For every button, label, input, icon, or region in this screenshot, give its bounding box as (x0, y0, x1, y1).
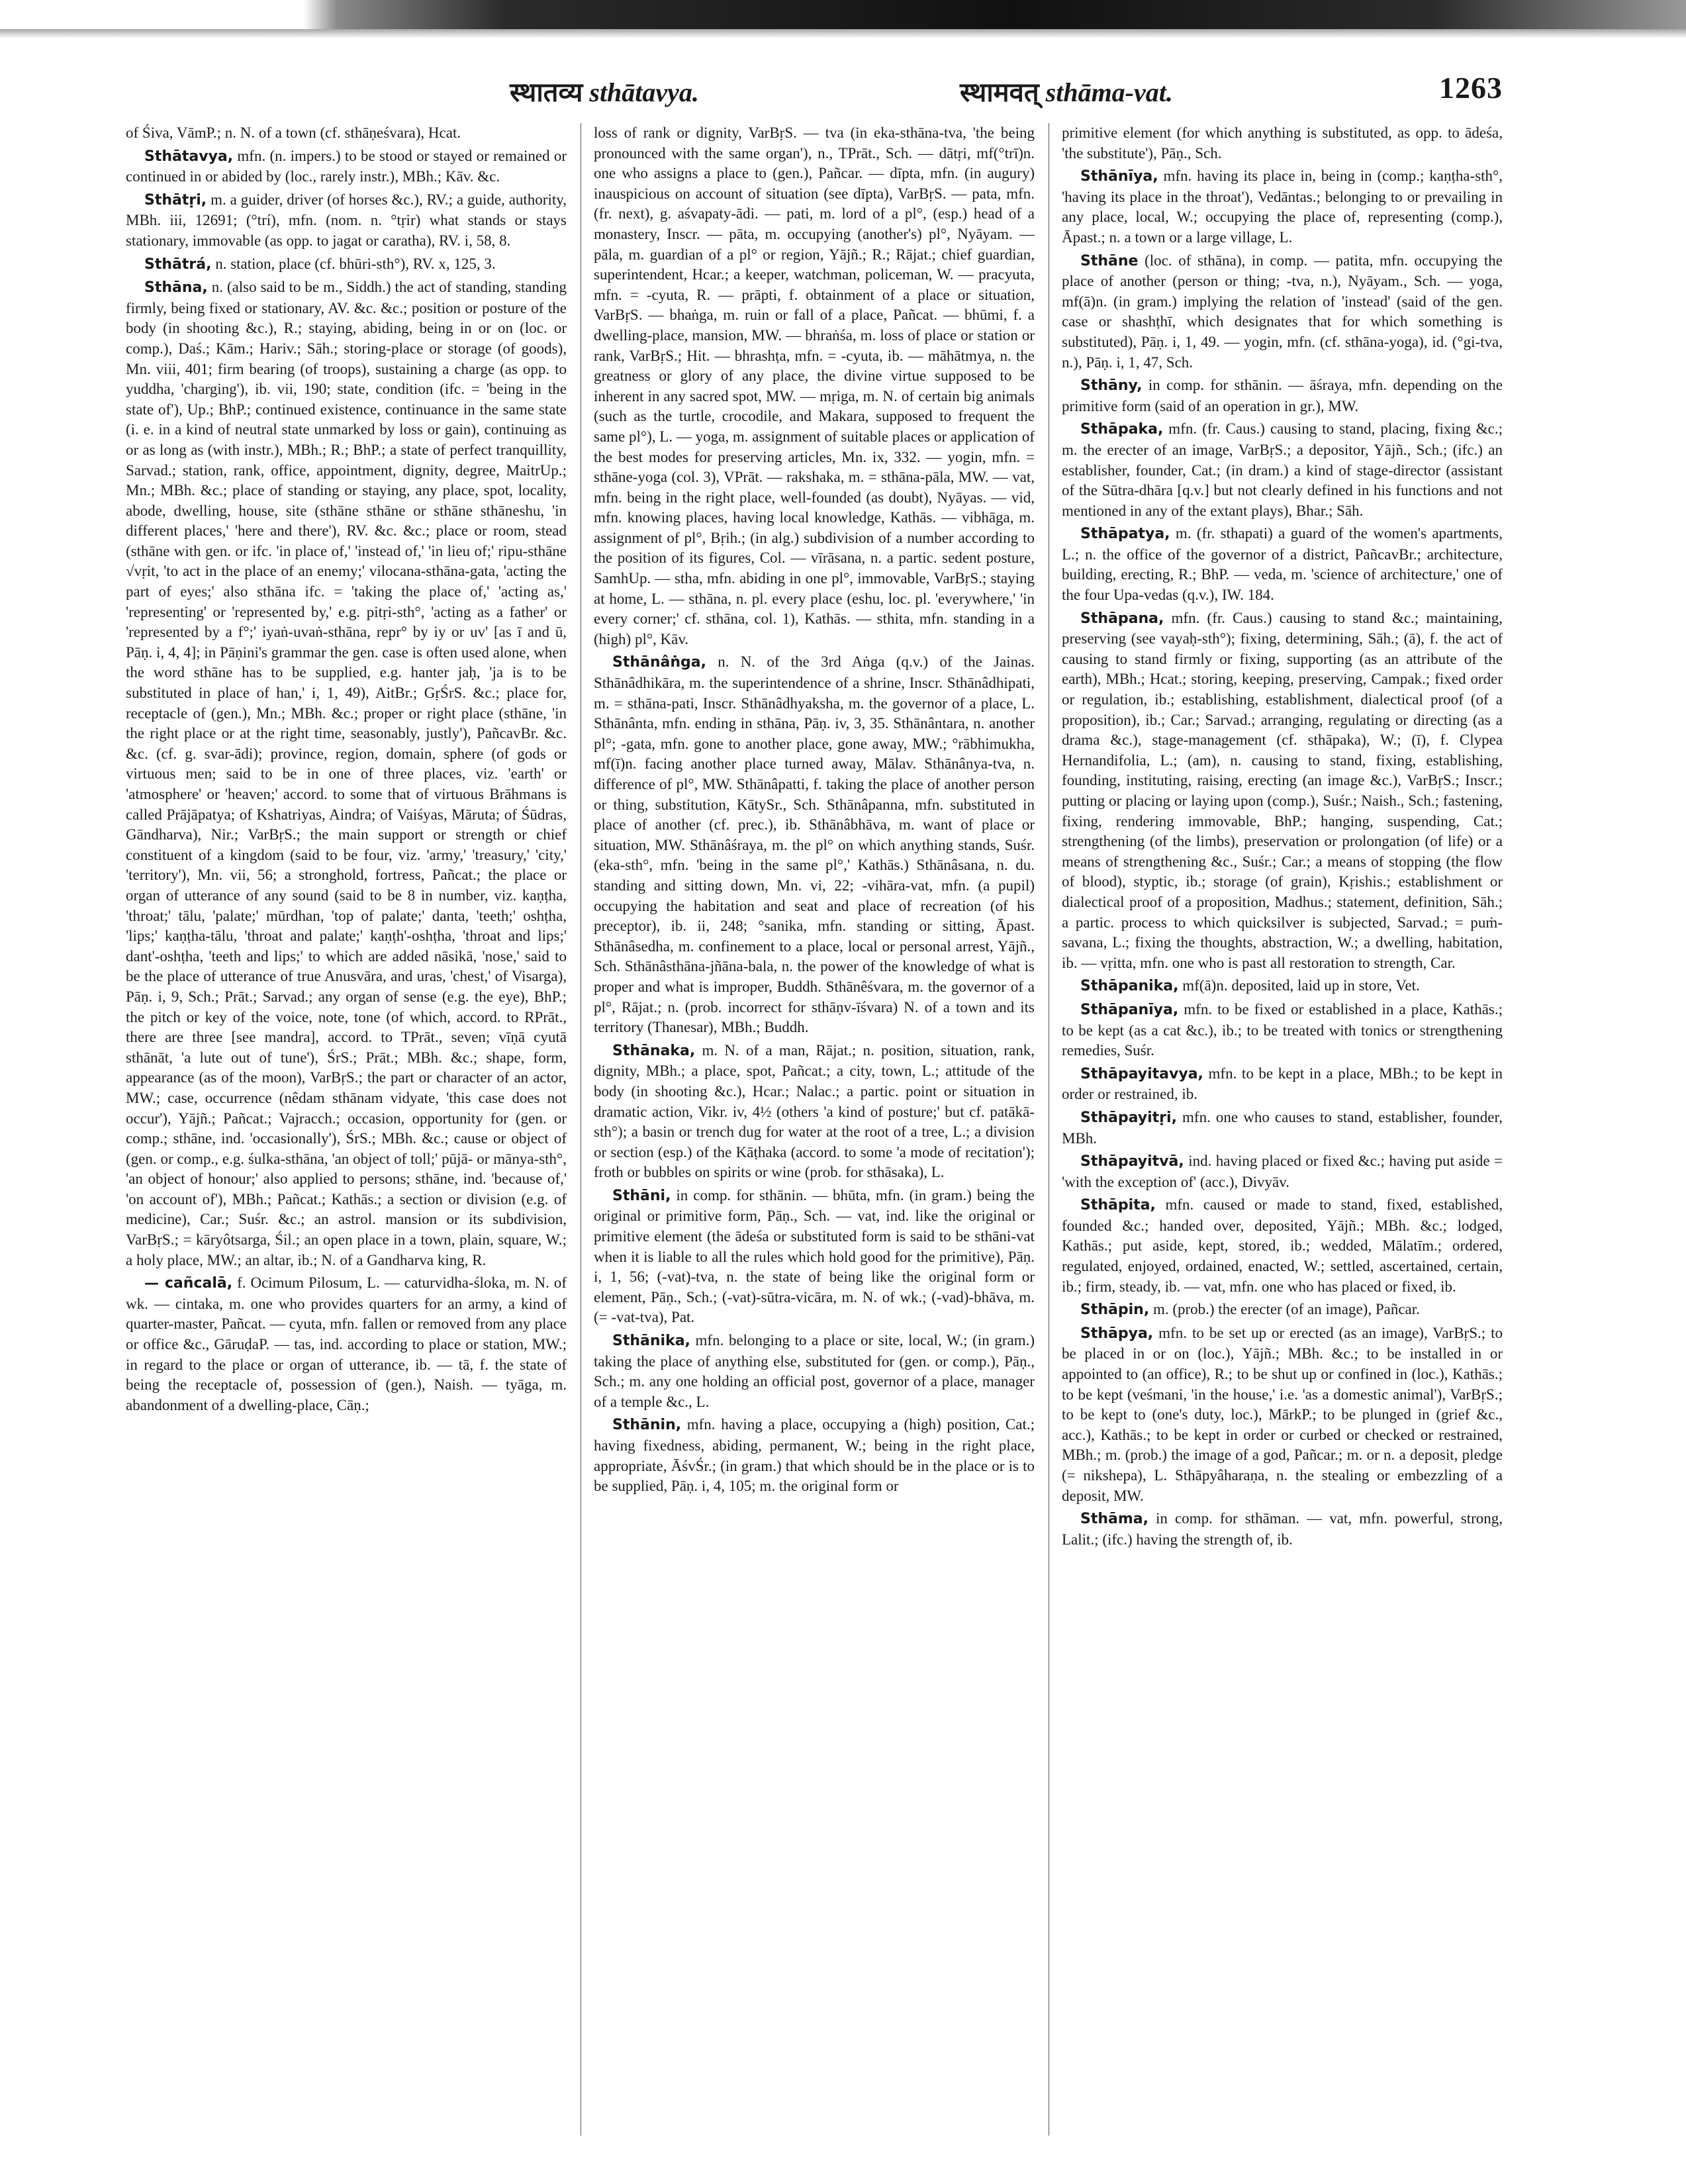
entry-definition: loss of rank or dignity, VarBṛS. — tva (in eka-sthāna-tva, 'the being pronounced with the same organ'), n., TPrāt., Sch. — dātṛi, mf(°trī)n. one who assigns a place to (gen.), Pañcar. — dīpta, mfn. (in augury) inauspicious on account of situation (see dīpta), VarBṛS. — pata, mfn. (fr. next), g. aśvapaty-ādi. — pati, m. lord of a pl°, (esp.) head of a monastery, Inscr. — pāta, m. occupying (another's) pl°, Nyāyam. — pāla, m. guardian of a pl° or region, Yājñ.; R.; Rājat.; chief guardian, superintendent, Hcar.; a keeper, watchman, policeman, W. — pracyuta, mfn. = -cyuta, R. — prāpti, f. obtainment of a place or situation, VarBṛS. — bhaṅga, m. ruin or fall of a place, Pañcat. — bhūmi, f. a dwelling-place, mansion, MW. — bhraṅśa, m. loss of place or station or rank, VarBṛS.; Hit. — bhrashṭa, mfn. = -cyuta, ib. — māhātmya, n. the greatness or glory of any place, the divine virtue supposed to be inherent in any sacred spot, MW. — mṛiga, m. N. of certain big animals (such as the turtle, crocodile, and Makara, supposed to frequent the same pl°), L. — yoga, m. assignment of suitable places or application of the best modes for preserving articles, Mn. ix, 332. — yogin, mfn. = sthāne-yoga (col. 3), VPrāt. — rakshaka, m. = sthāna-pāla, MW. — vat, mfn. being in the right place, well-founded (as doubt), Nyāyas. — vid, mfn. knowing places, having local knowledge, Kathās. — vibhāga, m. assignment of pl°, Bṛih.; (in alg.) subdivision of a number according to the position of its figures, Col. — vīrāsana, n. a partic. sedent posture, SamhUp. — stha, mfn. abiding in one pl°, immovable, VarBṛS.; staying at home, L. — sthāna, n. pl. every place (eshu, loc. pl. 'everywhere,' 'in every corner;' cf. sthāna, col. 1), Kathās. — sthita, mfn. standing in a (high) pl°, Kāv. (594, 124, 1035, 647)
dictionary-entry (1062, 123, 1503, 164)
entry-headword: Sthātavya, (144, 148, 234, 165)
dictionary-entry (1062, 1509, 1503, 1550)
entry-definition: mfn. (n. impers.) to be stood or stayed or remained or continued in or abided by (loc., rarely instr.), MBh.; Kāv. &c. (126, 147, 567, 185)
dictionary-entry (594, 1041, 1035, 1183)
dictionary-entry (1062, 251, 1503, 373)
header-right-headword (960, 73, 1173, 109)
entry-headword: Sthānika, (612, 1333, 690, 1350)
column-2 (594, 123, 1035, 2149)
entry-headword: Sthānin, (612, 1417, 682, 1434)
entry-definition: of Śiva, VāmP.; n. N. of a town (cf. sthāṇeśvara), Hcat. (126, 124, 461, 141)
dictionary-entry (1062, 1108, 1503, 1149)
entry-headword: Sthāma, (1080, 1511, 1148, 1528)
entry-definition: in comp. for sthāman. — vat, mfn. powerful, strong, Lalit.; (ifc.) having the strength of, ib. (1062, 1510, 1503, 1548)
entry-headword: Sthāpana, (1080, 610, 1164, 627)
dictionary-entry (594, 652, 1035, 1037)
dictionary-entry (594, 1331, 1035, 1412)
entry-headword: Sthāpatya, (1080, 526, 1170, 543)
dictionary-entry (594, 123, 1035, 649)
entry-definition: mfn. to be set up or erected (as an image), VarBṛS.; to be placed in or on (loc.), Yājñ.; MBh. &c.; to be installed in or appointed to (an office), R.; to be shut up or confined in (loc.), Kathās.; to be kept (veśmani, 'in the house,' i.e. 'as a domestic animal'), VarBṛS.; to be kept to (one's duty, loc.), MārkP.; to be plunged in (grief &c., acc.), Kathās.; to be kept in order or curbed or checked or restrained, MBh.; m. (prob.) the image of a god, Pañcar.; m. or n. a deposit, pledge (= nikshepa), L. Sthāpyâharaṇa, n. the stealing or embezzling of a deposit, MW. (1062, 1324, 1503, 1504)
dictionary-entry (594, 1415, 1035, 1496)
dictionary-entry (1062, 1323, 1503, 1506)
column-3 (1062, 123, 1503, 2149)
entry-definition: mfn. to be fixed or established in a place, Kathās.; to be kept (as a cat &c.), ib.; to be treated with tonics or strengthening remedies, Suśr. (1062, 1000, 1503, 1059)
entry-headword: Sthāpayitṛi, (1080, 1109, 1177, 1126)
entry-headword: Sthāpin, (1080, 1302, 1150, 1319)
entry-headword: Sthāpanīya, (1080, 1001, 1179, 1018)
dictionary-entry (1062, 1000, 1503, 1061)
entry-headword: Sthāne (1080, 252, 1139, 269)
entry-headword: Sthāpanika, (1080, 978, 1179, 995)
entry-definition: mfn. having its place in, being in (comp.; kaṇṭha-sth°, 'having its place in the throat'), Vedāntas.; belonging to or prevailing in any place, local, W.; occupying the place of, representing (comp.), Āpast.; n. a town or a large village, L. (1062, 167, 1503, 246)
entry-definition: mfn. (fr. Caus.) causing to stand, placing, fixing &c.; m. the erecter of an image, VarBṛS.; a depositor, Yājñ., Sch.; (ifc.) an establisher, founder, Cat.; (in dram.) a kind of stage-director (assistant of the Sūtra-dhāra [q.v.] but not clearly defined in his functions and not mentioned in any of the extant plays), Bhar.; Sāh. (1062, 420, 1503, 519)
dictionary-entry (126, 146, 567, 187)
entry-headword: Sthānâṅga, (612, 654, 706, 671)
dictionary-columns (126, 123, 1503, 2149)
entry-definition: m. a guider, driver (of horses &c.), RV.; a guide, authority, MBh. iii, 12691; (°trí), mfn. (nom. n. °tṛir) what stands or stays stationary, immovable (as opp. to jagat or caratha), RV. i, 58, 8. (126, 191, 567, 249)
dictionary-entry (1062, 608, 1503, 974)
entry-definition: mfn. having a place, occupying a (high) position, Cat.; having fixedness, abiding, permanent, W.; being in the right place, appropriate, ĀśvŚr.; (in gram.) that which should be in the place or is to be supplied, Pāṇ. i, 4, 105; m. the original form or (594, 1416, 1035, 1495)
entry-definition: mfn. belonging to a place or site, local, W.; (in gram.) taking the place of anything else, substituted for (gen. or comp.), Pāṇ., Sch.; m. any one holding an official post, governor of a place, manager of a temple &c., L. (594, 1332, 1035, 1410)
entry-headword: Sthānaka, (612, 1042, 696, 1059)
entry-definition: m. N. of a man, Rājat.; n. position, situation, rank, dignity, MBh.; a place, spot, Pañcat.; a city, town, L.; attitude of the body (in shooting &c.), Hcar.; Nalac.; a partic. point or situation in dramatic action, Vikr. iv, 4½ (others 'a kind of posture;' but cf. patākā-sth°); a basin or trench dug for water at the root of a tree, L.; a division or section (esp.) of the Kāṭhaka (accord. to some 'a mode of recitation'); froth or bubbles on spirits or wine (prob. for sthāsaka), L. (594, 1041, 1035, 1181)
entry-definition: m. (fr. sthapati) a guard of the women's apartments, L.; n. the office of the governor of a district, PañcavBr.; architecture, building, erecting, R.; BhP. — veda, m. 'science of architecture,' one of the four Upa-vedas (q.v.), IW. 184. (1062, 525, 1503, 604)
header-left-devanagari: स्थातव्य (510, 77, 583, 108)
entry-definition: mfn. (fr. Caus.) causing to stand &c.; maintaining, preserving (see vayaḥ-sth°); fixing, determining, Sāh.; (ā), f. the act of causing to stand firmly or fixing, supporting (as an attribute of the earth), MBh.; Hcat.; storing, keeping, preserving, Campak.; fixed order or regulation, ib.; establishing, establishment, dialectical proof (of a proposition), ib.; Car.; Sarvad.; arranging, regulating or directing (as a drama &c.), stage-management (cf. sthāpaka), W.; (ī), f. Clypea Hernandifolia, L.; (am), n. causing to stand, fixing, establishing, founding, instituting, raising, erecting (an image &c.), VarBṛS.; Inscr.; putting or placing or laying upon (comp.), Suśr.; Naish., Sch.; fastening, fixing, rendering immovable, BhP.; hanging, suspending, Cat.; strengthening (of the limbs), preservation or prolongation (of life) or a means of strengthening &c., Suśr.; Car.; a means of stopping (the flow of blood), styptic, ib.; storage (of grain), Kṛishis.; establishment or dialectical proof of a proposition, Madhus.; statement, definition, Sāh.; a partic. process to which quicksilver is subjected, Sarvad.; = puṁ-savana, L.; fixing the thoughts, abstraction, W.; a dwelling, habitation, ib. — vṛitta, mfn. one who is past all restoration to strength, Car. (1062, 609, 1503, 971)
entry-headword: — cañcalā, (144, 1275, 233, 1292)
page-number: 1263 (1439, 71, 1503, 105)
entry-definition: n. (also said to be m., Siddh.) the act of standing, standing firmly, being fixed or stationary, AV. &c. &c.; position or posture of the body (in shooting &c.), R.; staying, abiding, being in or on (loc. or comp.), Daś.; Kām.; Hariv.; Sāh.; storing-place or storage (of goods), Mn. viii, 401; firm bearing (of troops), sustaining a charge (as opp. to yuddha, 'charging'), ib. vii, 190; state, condition (ifc. = 'being in the state of'), Up.; BhP.; continued existence, continuance in the same state (i. e. in a kind of neutral state unmarked by loss or gain), continuing as or as long as (with instr.), MBh.; R.; BhP.; a state of perfect tranquillity, Sarvad.; station, rank, office, appointment, dignity, degree, MaitrUp.; Mn.; MBh. &c.; place of standing or staying, any place, spot, locality, abode, dwelling, house, site (sthāne sthāne or sthāne sthāneshu, 'in different places,' 'here and there'), RV. &c. &c.; place or room, stead (sthāne with gen. or ifc. 'in place of,' 'instead of,' 'in lieu of;' ripu-sthāne √vṛit, 'to act in the place of an enemy;' vilocana-sthāna-gata, 'acting the part of eyes;' also sthāna ifc. = 'taking the place of,' 'acting as,' 'representing' or 'represented by,' e.g. pitṛi-sth°, 'acting as a father' or 'represented by a f°;' iyaṅ-uvaṅ-sthāna, repr° by iy or uv' [as ī and ū, Pāṇ. i, 4, 4]; in Pāṇini's grammar the gen. case is often used alone, when the word sthāne has to be supplied, e.g. hanter jaḥ, 'ja is to be substituted in place of han,' i, 1, 49), AitBr.; GṛŚrS. &c.; place for, receptacle of (gen.), Mn.; MBh. &c.; proper or right place (sthāne, 'in the right place or at the right time, seasonably, justly'), PañcavBr. &c. &c. (cf. g. svar-ādi); province, region, domain, sphere (of gods or virtuous men; said to be in one of three places, viz. 'earth' or 'atmosphere' or 'heaven;' accord. to some that of virtuous Brāhmans is called Prājāpatya; of Kshatriyas, Aindra; of Vaiśyas, Māruta; of Śūdras, Gāndharva), Nir.; VarBṛS.; the main support or strength or chief constituent of a kingdom (said to be four, viz. 'army,' 'treasury,' 'city,' 'territory'), Mn. vii, 56; a stronghold, fortress, Pañcat.; the place or organ of utterance of any sound (said to be 8 in number, viz. kaṇṭha, 'throat;' tālu, 'palate;' mūrdhan, 'top of palate;' danta, 'teeth;' oshṭha, 'lips;' kaṇṭha-tālu, 'throat and palate;' kaṇṭh'-oshṭha, 'throat and lips;' dant'-oshṭha, 'teeth and lips;' to which are added nāsikā, 'nose,' said to be the place of utterance of true Anusvāra, and uras, 'chest,' of Visarga), Pāṇ. i, 9, Sch.; Prāt.; Sarvad.; any organ of sense (e.g. the eye), BhP.; the pitch or key of the voice, note, tone (of which, accord. to RPrāt., there are three [see mandra], accord. to TPrāt., seven; vīṇā cyutā sthānāt, 'a lute out of tune'), ŚrS.; Prāt.; MBh. &c.; shape, form, appearance (as of the moon), VarBṛS.; the part or character of an actor, MW.; case, occurrence (nêdam sthānam vidyate, 'this case does not occur'), Yājñ.; Pañcat.; Vajracch.; occasion, opportunity for (gen. or comp.; sthāne, ind. 'occasionally'), ŚrS.; MBh. &c.; cause or object of (gen. or comp., e.g. śulka-sthāna, 'an object of toll;' pūjā- or mānya-sth°, 'an object of honour;' also applied to persons; sthāne, ind. 'because of,' 'on account of'), MBh.; Pañcat.; Kathās.; a section or division (e.g. of medicine), Car.; Suśr. &c.; an astrol. mansion or its subdivision, VarBṛS.; = kāryôtsarga, Śil.; an open place in a town, plain, square, W.; a holy place, MW.; an altar, ib.; N. of a Gandharva king, R. (126, 279, 567, 1268)
header-left-headword (510, 73, 699, 109)
entry-definition: f. Ocimum Pilosum, L. — caturvidha-śloka, m. N. of wk. — cintaka, m. one who provides quarters for an army, a kind of quarter-master, Pañcat. — cyuta, mfn. fallen or removed from any place or office &c., GāruḍaP. — tas, ind. according to place or station, MW.; in regard to the place or organ of utterance, ib. — tā, f. the state of being the receptacle of, possession of (gen.), Naish. — tyāga, m. abandonment of a dwelling-place, Cāṇ.; (126, 1274, 567, 1413)
entry-definition: mfn. to be kept in a place, MBh.; to be kept in order or restrained, ib. (1062, 1065, 1503, 1103)
entry-definition: primitive element (for which anything is substituted, as opp. to ādeśa, 'the substitute'), Pāṇ., Sch. (1062, 124, 1503, 162)
page-header (126, 73, 1503, 113)
entry-definition: in comp. for sthānin. — āśraya, mfn. depending on the primitive form (said of an operation in gr.), MW. (1062, 377, 1503, 414)
entry-headword: Sthātrá, (144, 256, 212, 273)
header-left-translit: sthātavya. (589, 77, 699, 107)
dictionary-entry (126, 277, 567, 1270)
dictionary-entry (1062, 1064, 1503, 1105)
entry-headword: Sthātṛi, (144, 191, 207, 209)
entry-headword: Sthāpita, (1080, 1197, 1156, 1214)
entry-definition: mf(ā)n. deposited, laid up in store, Vet. (1182, 977, 1420, 994)
entry-headword: Sthāny, (1080, 377, 1143, 395)
entry-definition: in comp. for sthānin. — bhūta, mfn. (in gram.) being the original or primitive form, Pāṇ., Sch. — vat, ind. like the original or primitive element (the ādeśa or substituted form is said to be sthāni-vat when it is liable to all the rules which hold good for the primitive), Pāṇ. i, 1, 56; (-vat)-tva, n. the state of being like the original form or element, Pāṇ., Sch.; (-vat)-sūtra-vicāra, m. N. of wk.; (-vad)-bhāva, m. (= -vat-tva), Pat. (594, 1186, 1035, 1326)
dictionary-entry (1062, 419, 1503, 521)
entry-definition: mfn. one who causes to stand, establisher, founder, MBh. (1062, 1108, 1503, 1147)
dictionary-entry (1062, 375, 1503, 416)
header-mid-devanagari: स्थामवत् (960, 77, 1039, 108)
scan-edge-shadow (0, 0, 1686, 29)
entry-headword: Sthāpaka, (1080, 421, 1164, 438)
dictionary-entry (126, 123, 567, 144)
dictionary-entry (126, 190, 567, 252)
dictionary-entry (1062, 1300, 1503, 1321)
entry-headword: Sthāpayitavya, (1080, 1065, 1203, 1082)
dictionary-entry (1062, 1151, 1503, 1192)
entry-definition: m. (prob.) the erecter (of an image), Pañcar. (1152, 1301, 1420, 1318)
entry-definition: n. N. of the 3rd Aṅga (q.v.) of the Jainas. Sthānâdhikāra, m. the superintendence of a shrine, Inscr. Sthānâdhipati, m. = sthāna-pati, Inscr. Sthānâdhyaksha, m. the governor of a place, L. Sthānânta, mfn. ending in sthāna, Pāṇ. iv, 3, 35. Sthānântara, n. another pl°; -gata, mfn. gone to another place, gone away, MW.; °rābhimukha, mf(ī)n. facing another place turned away, Mālav. Sthānânya-tva, n. difference of pl°, MW. Sthānâpatti, f. taking the place of another person or thing, substitution, KātySr., Sch. Sthānâpanna, mfn. substituted in place of another (cf. prec.), ib. Sthānâbhāva, m. want of place or situation, MW. Sthānâśraya, m. the pl° on which anything stands, Suśr. (eka-sth°, mfn. 'being in the same pl°,' Kathās.) Sthānâsana, n. du. standing and sitting down, Mn. vi, 22; -vihāra-vat, mfn. (a pupil) occupying the habitation and seat and place of recreation (of his preceptor), ib. ii, 248; °sanika, mfn. standing or sitting, Āpast. Sthānâsedha, m. confinement to a place, local or personal arrest, Yājñ., Sch. Sthānâsthāna-jñāna-bala, n. the power of the knowledge of what is proper and what is improper, Buddh. Sthānêśvara, m. the governor of a pl°, Rājat.; n. (prob. incorrect for sthāṇv-īśvara) N. of a town and its territory (Thanesar), MBh.; Buddh. (594, 653, 1035, 1036)
dictionary-entry (594, 1186, 1035, 1328)
entry-headword: Sthānīya, (1080, 168, 1158, 185)
dictionary-entry (126, 254, 567, 275)
entry-headword: Sthāpayitvā, (1080, 1153, 1184, 1170)
dictionary-entry (126, 1273, 567, 1415)
entry-headword: Sthāni, (612, 1187, 671, 1204)
entry-headword: Sthāpya, (1080, 1325, 1154, 1342)
header-mid-translit: sthāma-vat. (1045, 77, 1173, 107)
entry-definition: n. station, place (cf. bhūri-sth°), RV. x, 125, 3. (215, 255, 496, 272)
column-1 (126, 123, 567, 2149)
entry-definition: mfn. caused or made to stand, fixed, established, founded &c.; handed over, deposited, Yājñ.; MBh. &c.; lodged, Kathās.; put aside, kept, stored, ib.; wedded, Mālatīm.; ordered, regulated, enjoyed, ordained, enacted, W.; settled, ascertained, certain, ib.; firm, steady, ib. — vat, mfn. one who has placed or fixed, ib. (1062, 1196, 1503, 1295)
dictionary-entry (1062, 976, 1503, 997)
dictionary-entry (1062, 524, 1503, 605)
dictionary-entry (1062, 166, 1503, 248)
dictionary-entry (1062, 1195, 1503, 1297)
entry-definition: (loc. of sthāna), in comp. — patita, mfn. occupying the place of another (person or thing; -tva, n.), Nyāyam., Sch. — yoga, mf(ā)n. (in gram.) implying the relation of 'instead' (said of the gen. case or shashṭhī, which designates that for which something is substituted), Pāṇ. i, 1, 49. — yogin, mfn. (cf. sthāna-yoga), id. (°gi-tva, n.), Pāṇ. i, 1, 47, Sch. (1062, 252, 1503, 371)
entry-headword: Sthāna, (144, 279, 208, 297)
entry-definition: ind. having placed or fixed &c.; having put aside = 'with the exception of' (acc.), Divyāv. (1062, 1153, 1503, 1190)
